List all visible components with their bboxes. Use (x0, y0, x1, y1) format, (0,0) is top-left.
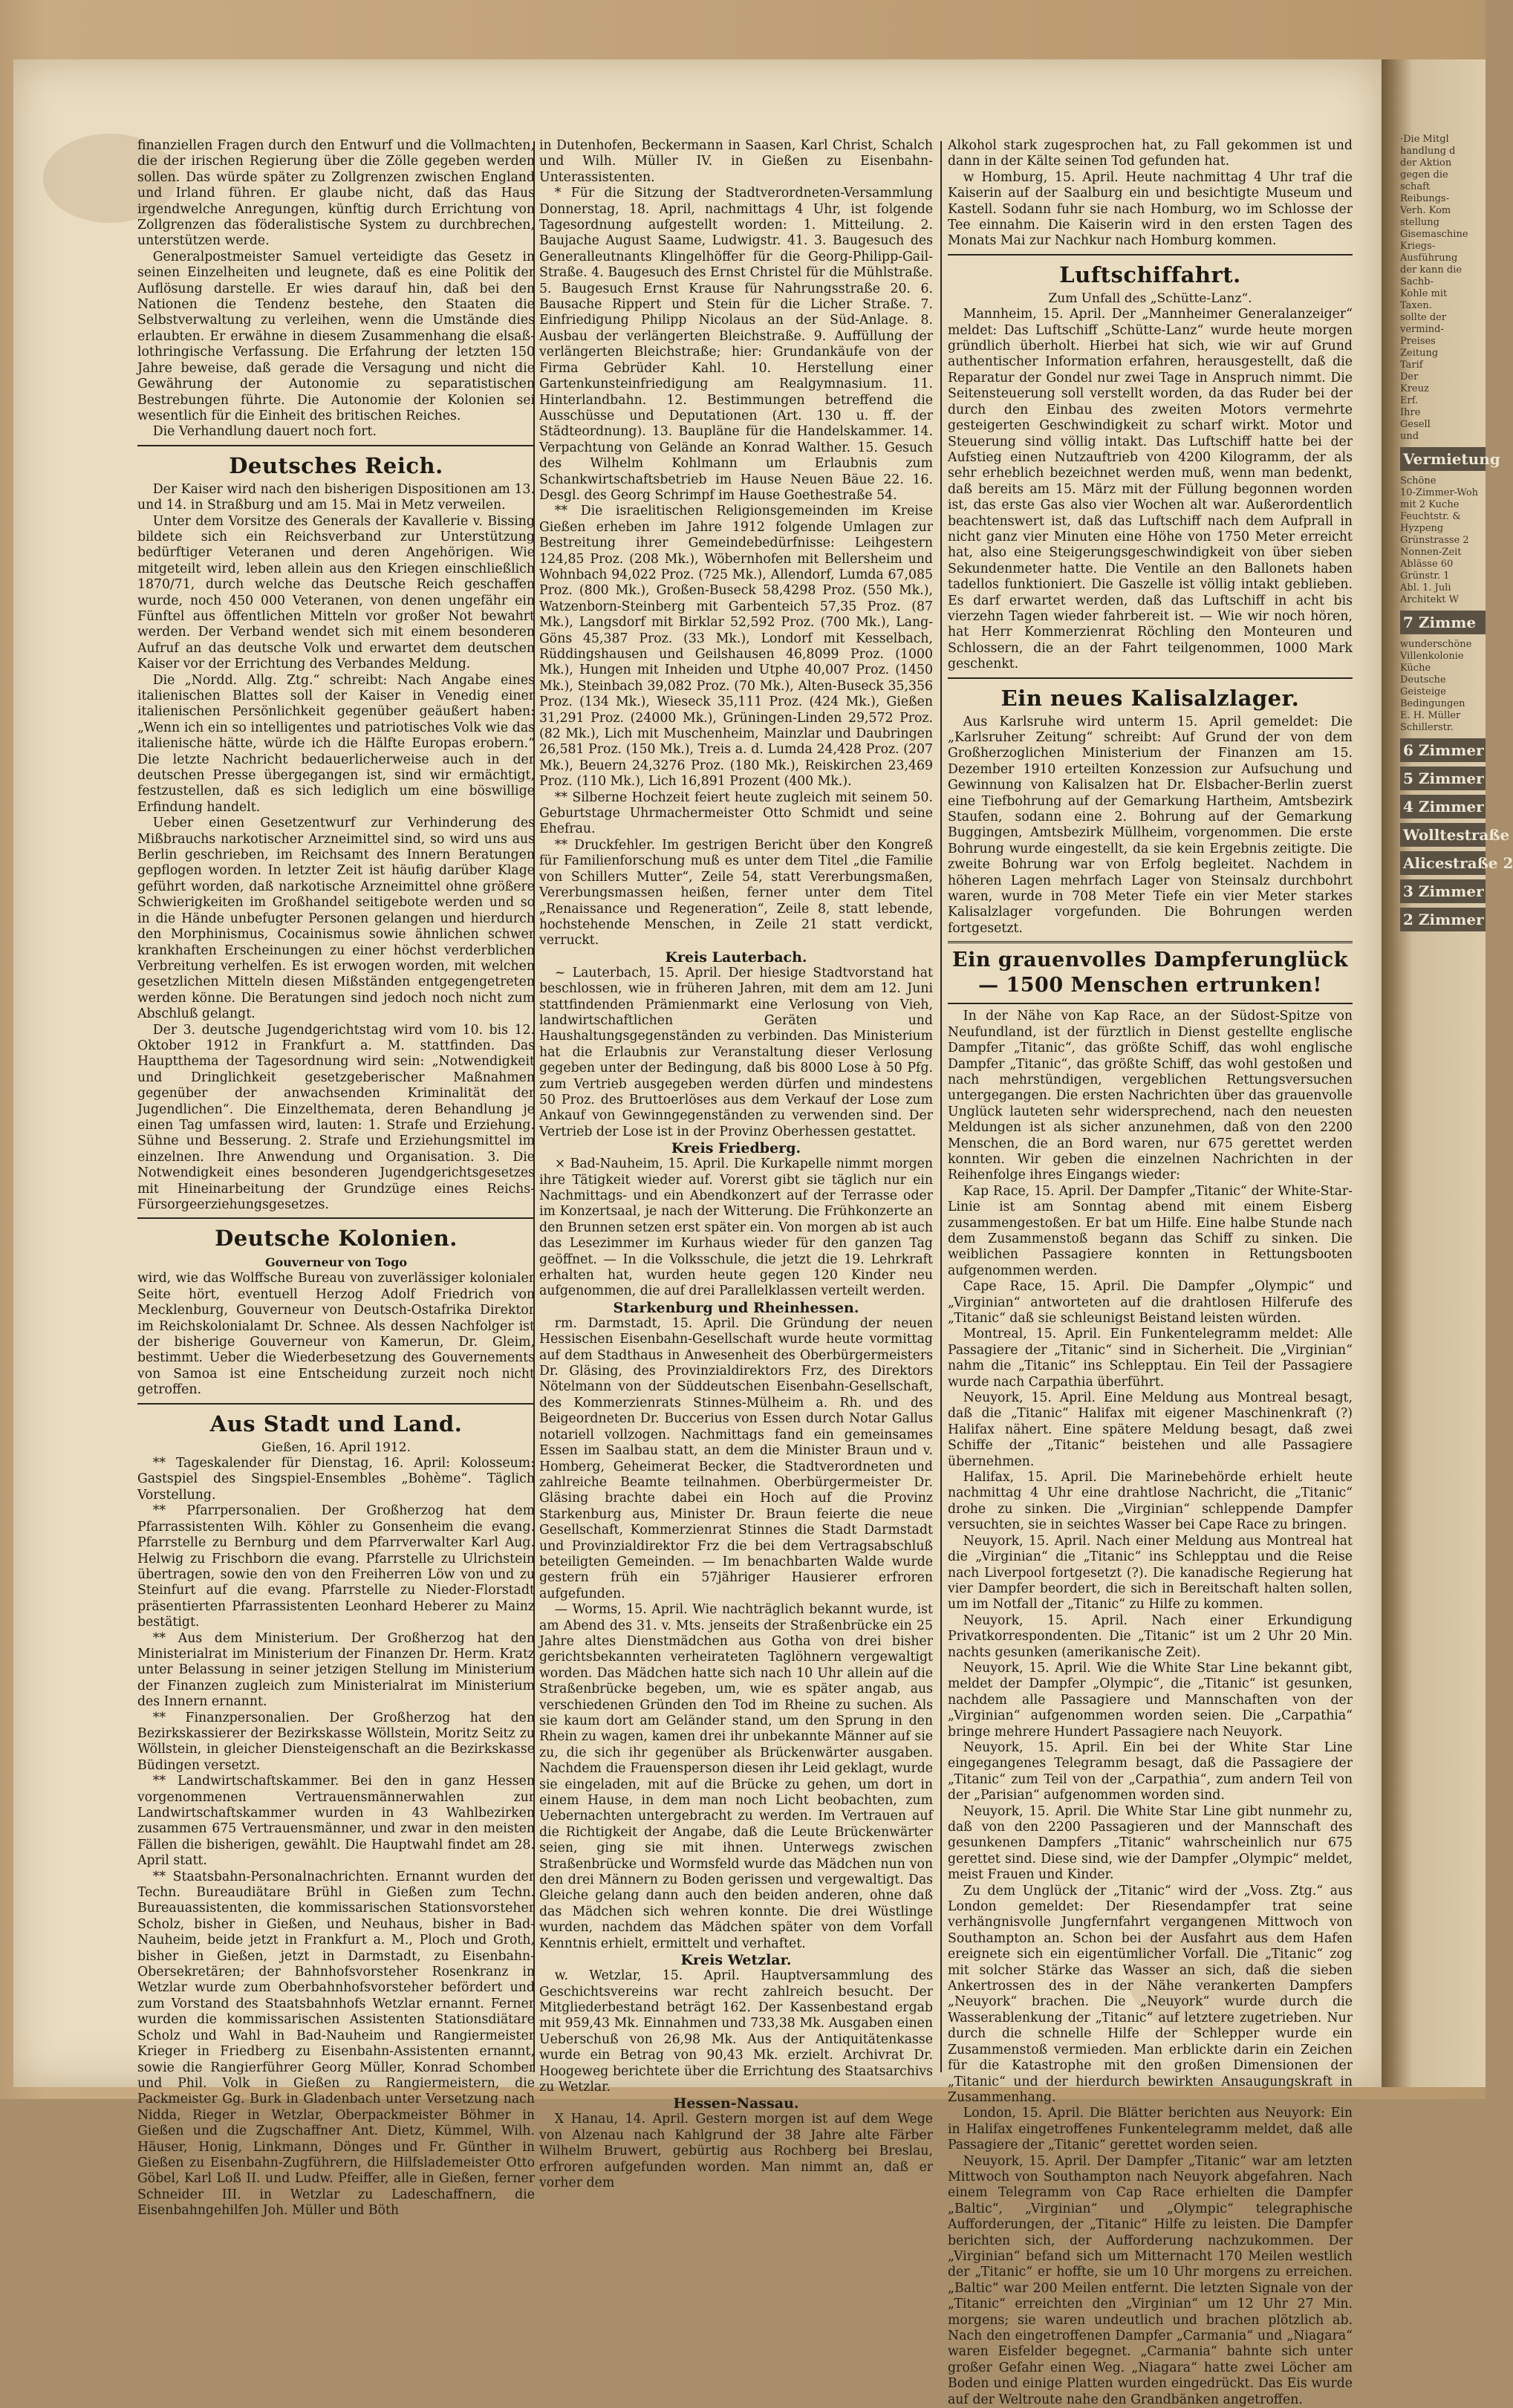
article-text: Generalpostmeister Samuel verteidigte das Gesetz in seinen Einzelheiten und leugnete, daß es eine Politik der Auflösung darstelle. Er wies darauf hin, daß bei den Nationen die Tendenz bestehe, den Staaten die Selbstverwaltung zu verleihen, wenn die Umstände dies erlaubten. Er erwähne in diesem Zusammenhang die elsaß-lothringische Verfassung. Die Erfahrung der letzten 150 Jahre beweise, daß gerade die Versagung und nicht die Gewährung der Autonomie zu separatistischen Bestrebungen führte. Die Autonomie der Kolonien sei wesentlich für die Einheit des britischen Reiches. (137, 249, 535, 423)
region-heading: Starkenburg und Rheinhessen. (613, 1299, 859, 1316)
column-1 (137, 138, 535, 2219)
ad-heading: 2 Zimmer (1400, 908, 1486, 931)
article-text: Neuyork, 15. April. Nach einer Erkundigung Privatkorrespondenten. Die „Titanic“ ist um 2 Uhr 20 Min. nachts gesunken (amerikanische Zeit). (948, 1613, 1353, 1660)
adjacent-page-line: mit 2 Kuche (1400, 499, 1460, 510)
ad-heading: Alicestraße 2 (1400, 851, 1486, 875)
adjacent-page-line: Ihre (1400, 407, 1421, 418)
section-rule (948, 941, 1353, 943)
adjacent-page-line: Taxen. (1400, 300, 1432, 311)
adjacent-page-line: Abl. 1. Juli (1400, 582, 1451, 593)
article-text: ** Tageskalender für Dienstag, 16. April: Kolosseum: Gastspiel des Singspiel-Ensembles „Bohème“. Täglich Vorstellung. (137, 1456, 535, 1503)
article-text: In der Nähe von Kap Race, an der Südost-Spitze von Neufundland, ist der fürztlich in Dienst gestellte englische Dampfer „Titanic“, das größte Schiff, das wohl englische Dampfer „Titanic“, das größte Schiff, das wohl gestoßen und nach mehrstündigen, vergeblichen Rettungsversuchen untergegangen. Die ersten Nachrichten über das grauenvolle Unglück lauteten sehr widersprechend, nach den neuesten Meldungen ist als sicher anzunehmen, daß von den 2200 Menschen, die an Bord waren, nur 675 gerettet werden konnten. Wir geben die einzelnen Nachrichten in der Reihenfolge ihres Eingangs wieder: (948, 1009, 1353, 1183)
adjacent-page-line: der kann die (1400, 264, 1462, 276)
dateline: Gießen, 16. April 1912. (261, 1439, 411, 1455)
region-heading: Hessen-Nassau. (673, 2095, 799, 2112)
adjacent-page-line: Hyzpeng (1400, 523, 1444, 534)
section-rule (137, 1403, 535, 1405)
adjacent-page-line: E. H. Müller (1400, 710, 1461, 721)
adjacent-page-line: schaft (1400, 181, 1431, 192)
adjacent-page-line: Gisemaschine (1400, 229, 1468, 240)
adjacent-page-line: Der (1400, 371, 1419, 383)
adjacent-page-line: Schöne (1400, 475, 1436, 487)
article-text: Die Verhandlung dauert noch fort. (152, 424, 377, 440)
titanic-headline: Ein grauenvolles Dampferunglück — 1500 Menschen ertrunken! (952, 948, 1348, 998)
article-text: Halifax, 15. April. Die Marinebehörde erhielt heute nachmittag 4 Uhr eine drahtlose Nachricht, die „Titanic“ drohe zu sinken. Die „Virginian“ schleppende Dampfer versuchten, sie in seichtes Wasser bei Cape Race zu bringen. (948, 1470, 1353, 1533)
ad-heading: 4 Zimmer (1400, 795, 1486, 819)
section-heading: Deutsche Kolonien. (215, 1226, 458, 1252)
article-text: Neuyork, 15. April. Wie die White Star Line bekannt gibt, meldet der Dampfer „Olympic“, die „Titanic“ ist gesunken, nachdem alle Passagiere und Mannschaften von der „Virginian“ aufgenommen worden seien. Die „Carpathia“ bringe mehrere Hundert Passagiere nach Neuyork. (948, 1660, 1353, 1740)
section-rule (137, 1217, 535, 1219)
article-text: w Homburg, 15. April. Heute nachmittag 4 Uhr traf die Kaiserin auf der Saalburg ein und besichtigte Museum und Kastell. Sodann fuhr sie nach Homburg, wo im Schlosse der Tee einnahm. Die Kaiserin wird in den ersten Tagen des Monats Mai zur Nachkur nach Homburg kommen. (948, 169, 1353, 249)
adjacent-page-line: Schillerstr. (1400, 722, 1454, 733)
article-text: ** Pfarrpersonalien. Der Großherzog hat dem Pfarrassistenten Wilh. Köhler zu Gonsenheim die evang. Pfarrstelle zu Bernburg und dem Pfarrverwalter Karl Aug. Helwig zu Frischborn die evang. Pfarrstelle zu Ulrichstein übertragen, sowie den von den Freiherren Löw von und zu Steinfurt auf die evang. Pfarrstelle zu Nieder-Florstadt präsentierten Pfarrassistenten Leonhard Heberer zu Mainz bestätigt. (137, 1503, 535, 1630)
subheading: Zum Unfall des „Schütte-Lanz“. (1048, 290, 1252, 306)
column-rule (940, 141, 942, 2072)
section-rule (137, 445, 535, 446)
article-text: — Worms, 15. April. Wie nachträglich bekannt wurde, ist am Abend des 31. v. Mts. jenseits der Straßenbrücke ein 25 Jahre altes Dienstmädchen aus Gotha von drei bisher gerichtsbekannten verheirateten Taglöhnern vergewaltigt worden. Das Mädchen hatte sich nach 10 Uhr allein auf die Straßenbrücke begeben, um, wie es später angab, aus verschiedenen Gründen den Tod im Rheine zu suchen. Als sie kaum dort am Geländer stand, um den Sprung in den Rhein zu wagen, kamen drei ihr unbekannte Männer auf sie zu, die sich ihr gegenüber als Brückenwärter ausgaben. Nachdem die Frauensperson diesen ihr Leid geklagt, wurde sie eingeladen, mit auf die Brücke zu gehen, um dort in einem Hause, in dem man noch Licht beobachten, zum Uebernachten untergebracht zu werden. Im Vertrauen auf die Richtigkeit der Angabe, daß die Leute Brückenwärter seien, ging sie mit ihnen. Unterwegs zwischen Straßenbrücke und Wormsfeld wurde das Mädchen nun von den drei Männern zu Boden gerissen und vergewaltigt. Das Gleiche gelang dann auch den beiden anderen, ohne daß das Mädchen sich wehren konnte. Die drei Wüstlinge wurden, nachdem das Mädchen später von dem Vorfall Kenntnis erhielt, ermittelt und verhaftet. (539, 1602, 933, 1951)
ad-heading: 6 Zimmer (1400, 738, 1486, 762)
article-text: Alkohol stark zugesprochen hat, zu Fall gekommen ist und dann in der Kälte seinen Tod gefunden hat. (948, 138, 1353, 169)
adjacent-page-text (1400, 639, 1486, 734)
article-text: ** Finanzpersonalien. Der Großherzog hat den Bezirkskassierer der Bezirkskasse Wöllstein, Moritz Seitz zu Wöllstein, in gleicher Diensteigenschaft an die Bezirkskasse Büdingen versetzt. (137, 1710, 535, 1773)
subheading: Gouverneur von Togo (264, 1255, 408, 1270)
adjacent-page-line: Kohle mit (1400, 288, 1448, 299)
adjacent-page-line: vermind- (1400, 324, 1444, 335)
adjacent-page-line: Sachb- (1400, 276, 1434, 287)
adjacent-page-line: Grünstrasse 2 (1400, 535, 1469, 546)
article-text: Unter dem Vorsitze des Generals der Kavallerie v. Bissing bildete sich ein Reichsverband zur Unterstützung bedürftiger Veteranen und deren Angehörigen. Wie mitgeteilt wird, leben allein aus den Kriegen einschließlich 1870/71, durch welche das Deutsche Reich geschaffen wurde, noch 450 000 Veteranen, von denen ungefähr ein Fünftel aus öffentlichen Mitteln vor großer Not bewahrt werden. Der Verband wendet sich mit einem besonderen Aufruf an das deutsche Volk und erwartet dem deutschen Kaiser vor der Errichtung des Verbandes Meldung. (137, 513, 535, 672)
adjacent-page-line: Ausführung (1400, 253, 1458, 264)
section-heading: Luftschiffahrt. (1059, 261, 1241, 287)
adjacent-page-line: Villenkolonie (1400, 651, 1464, 662)
article-text: Mannheim, 15. April. Der „Mannheimer Generalanzeiger“ meldet: Das Luftschiff „Schütte-Lanz“ wurde heute morgen gründlich überholt. Hierbei hat sich, wie wir auf Grund authentischer Information erfahren, herausgestellt, daß die Reparatur der Gondel nur zwei Tage in Anspruch nimmt. Die Seitensteuerung soll verstellt worden, da das Ruder bei der durch den Einbau des zweiten Motors vermehrte gesteigerten Geschwindigkeit zu scharf wirkt. Motor und Steuerung sind völlig intakt. Das Luftschiff hatte bei der Aufstieg einen Nutzauftrieb von 4200 Kilogramm, der als sehr erheblich bezeichnet werden muß, wenn man bedenkt, daß bereits am 15. März mit der Füllung begonnen worden ist, das erste Gas also vier Wochen alt war. Außerordentlich beachtenswert ist, daß das Luftschiff nach dem Aufprall in nicht ganz vier Minuten eine Höhe von 1750 Meter erreicht hat, also eine Steigerungsgeschwindigkeit von über sieben Sekundenmeter hatte. Die Ventile an den Ballonets haben tadellos funktioniert. Die Gaszelle ist völlig intakt geblieben. Es darf erwartet werden, daß das Luftschiff in acht bis vierzehn Tagen wieder fahrbereit ist. — Wie wir noch hören, hat Herr Kommerzienrat Röchling den Monteuren und Schlossern, die an der Fahrt teilgenommen, 1000 Mark geschenkt. (948, 307, 1353, 672)
section-heading: Ein neues Kalisalzlager. (1000, 685, 1300, 711)
section-heading: Deutsches Reich. (229, 452, 443, 478)
article-text: Neuyork, 15. April. Nach einer Meldung aus Montreal hat die „Virginian“ die „Titanic“ ins Schlepptau und die Reise nach Liverpool fortgesetzt (?). Die kanadische Regierung hat vier Dampfer beordert, die sich in Bereitschaft halten sollen, um im Notfall der „Titanic“ zu Hilfe zu kommen. (948, 1533, 1353, 1613)
adjacent-page-line: Feuchtstr. & (1400, 511, 1461, 522)
article-text: Cape Race, 15. April. Die Dampfer „Olympic“ und „Virginian“ antworteten auf die drahtlosen Hilferufe des „Titanic“ daß sie schleunigst Beistand leisten würden. (948, 1279, 1353, 1326)
article-text: ~ Lauterbach, 15. April. Der hiesige Stadtvorstand hat beschlossen, wie in früheren Jahren, mit dem am 12. Juni stattfindenden Prämienmarkt eine Verlosung von Vieh, landwirtschaftlichen Geräten und Haushaltungsgegenständen zu verbinden. Das Ministerium hat die Erlaubnis zur Veranstaltung dieser Verlosung gegeben unter der Bedingung, daß bis 8000 Lose à 50 Pfg. zum Vertrieb ausgegeben werden dürfen und mindestens 50 Proz. des Bruttoerlöses aus dem Verkauf der Lose zum Ankauf von Gewinngegenständen zu verwenden sind. Der Vertrieb der Lose ist in der Provinz Oberhessen gestattet. (539, 965, 933, 1139)
adjacent-page-line: Kriegs- (1400, 241, 1436, 252)
article-text: finanziellen Fragen durch den Entwurf und die Vollmachten, die der irischen Regierung über die Zölle gegeben werden sollen. Das würde später zu Zollgrenzen zwischen England und Irland führen. Er glaube nicht, daß das Haus irgendwelche Anregungen, künftig durch Errichtung von Zollgrenzen das föderalistische System zu durchbrechen, unterstützen werde. (137, 138, 535, 249)
article-text: Neuyork, 15. April. Die White Star Line gibt nunmehr zu, daß von den 2200 Passagieren und der Mannschaft des gesunkenen Dampfers „Titanic“ wahrscheinlich nur 675 gerettet sind. Diese sind, wie der Dampfer „Olympic“ meldet, meist Frauen und Kinder. (948, 1803, 1353, 1883)
adjacent-page-column (1400, 134, 1513, 936)
article-text: in Dutenhofen, Beckermann in Saasen, Karl Christ, Schalch und Wilh. Müller IV. in Gießen zu Eisenbahn-Unterassistenten. (539, 138, 933, 185)
section-rule (948, 1003, 1353, 1004)
adjacent-page-line: Verh. Kom (1400, 205, 1451, 216)
adjacent-page-line: ·Die Mitgl (1400, 134, 1449, 145)
adjacent-page-line: Nonnen-Zeit (1400, 547, 1462, 558)
article-text: × Bad-Nauheim, 15. April. Die Kurkapelle nimmt morgen ihre Tätigkeit wieder auf. Vorerst gibt sie täglich nur ein Nachmittags- und ein Abendkonzert auf der Terrasse oder im Konzertsaal, je nach der Witterung. Die Frühkonzerte an den Brunnen setzen erst später ein. Von morgen ab ist auch das Lesezimmer im Kurhaus wieder für den ganzen Tag geöffnet. — In die Volksschule, die jetzt die 19. Lehrkraft erhalten hat, wurden heute gegen 120 Kinder neu aufgenommen, die auf drei Parallelklassen verteilt werden. (539, 1156, 933, 1299)
ad-heading: Vermietung (1400, 447, 1486, 471)
section-rule (948, 254, 1353, 256)
adjacent-page-text (1400, 134, 1486, 443)
region-heading: Kreis Wetzlar. (680, 1952, 792, 1969)
region-heading: Kreis Friedberg. (671, 1140, 801, 1157)
article-text: Die „Nordd. Allg. Ztg.“ schreibt: Nach Angabe eines italienischen Blattes soll der Kaiser in Venedig einer italienischen Persönlichkeit gegenüber geäußert haben: „Wenn ich ein so intelligentes und patriotisches Volk wie das italienische hätte, würde ich die Hälfte Europas erobern.“ Die letzte Nachricht bedauerlicherweise auch in der deutschen Presse übergegangen ist, sind wir ermächtigt, festzustellen, daß es sich lediglich um eine böswillige Erfindung handelt. (137, 672, 535, 815)
adjacent-page-line: Bedingungen (1400, 698, 1465, 709)
adjacent-page-line: Deutsche (1400, 674, 1446, 686)
adjacent-page-line: Reibungs- (1400, 193, 1450, 204)
adjacent-page-line: 10-Zimmer-Woh (1400, 487, 1479, 498)
article-text: ** Staatsbahn-Personalnachrichten. Ernannt wurden der Techn. Bureaudiätare Brühl in Gießen zum Techn. Bureauassistenten, die kommissarischen Stationsvorsteher Scholz, bisher in Gießen, und Neuhaus, bisher in Bad-Nauheim, beide jetzt in Frankfurt a. M., Ploch und Groth, bisher in Gießen, jetzt in Darmstadt, zu Eisenbahn-Obersekretären; der Bahnhofsvorsteher Rosenkranz in Wetzlar wurde zum Oberbahnhofsvorsteher befördert und zum Vorstand des Staatsbahnhofs Wetzlar ernannt. Ferner wurden die kommissarischen Assistenten Stationsdiätare Scholz und Wahl in Bad-Nauheim und Rangiermeister Krieger in Friedberg zu Eisenbahn-Assistenten ernannt, sowie die Rangierführer Georg Müller, Konrad Schomber und Phil. Volk in Gießen zu Rangiermeistern, die Packmeister Gg. Burk in Gladenbach unter Versetzung nach Nidda, Rieger in Wetzlar, Oberpackmeister Böhmer in Gießen und die Zugschaffner Ant. Dietz, Kümmel, Wilh. Häuser, Honig, Linkmann, Dönges und Fr. Günther in Gießen zu Eisenbahn-Zugführern, die Hilfslademeister Otto Göbel, Karl Loß II. und Ludw. Pfeiffer, alle in Gießen, ferner Schneider III. in Wetzlar zu Ladeschaffnern, die Eisenbahngehilfen Joh. Müller und Böth (137, 1869, 535, 2219)
article-text: Zu dem Unglück der „Titanic“ wird der „Voss. Ztg.“ aus London gemeldet: Der Riesendampfer trat seine verhängnisvolle Jungfernfahrt vergangenen Mittwoch von Southampton an. Schon bei der Ausfahrt aus dem Hafen ereignete sich ein eigentümlicher Vorfall. Die „Titanic“ zog mit solcher Stärke das Wasser an sich, daß die sieben Ankertrossen des in der Nähe verankerten Dampfers „Neuyork“ brachen. Die „Neuyork“ wurde durch die Wasserablenkung der „Titanic“ auf letztere zugetrieben. Nur durch die schnelle Hilfe der Schlepper wurde ein Zusammenstoß vermieden. Man erblickte darin ein Zeichen für die Katastrophe mit den großen Dimensionen der „Titanic“ und der hierdurch bewirkten Ansaugungskraft in Zusammenhang. (948, 1883, 1353, 2105)
adjacent-page-line: Gesell (1400, 419, 1431, 430)
column-3 (948, 138, 1353, 2408)
article-text: X Hanau, 14. April. Gestern morgen ist auf dem Wege von Alzenau nach Kahlgrund der 38 Jahre alte Färber Wilhelm Bruwert, gebürtig aus Rochberg bei Breslau, erfroren aufgefunden worden. Man nimmt an, daß er vorher dem (539, 2112, 933, 2190)
article-text: Neuyork, 15. April. Der Dampfer „Titanic“ war am letzten Mittwoch von Southampton nach Neuyork abgefahren. Nach einem Telegramm von Cap Race erhielten die Dampfer „Baltic“, „Virginian“ und „Olympic“ telegraphische Aufforderungen, der „Titanic“ Hilfe zu leisten. Die Dampfer berichten sich, der Aufforderung nachzukommen. Der „Virginian“ befand sich um Mitternacht 170 Meilen westlich der „Titanic“ er hoffte, sie um 10 Uhr morgens zu erreichen. „Baltic“ war 200 Meilen entfernt. Die letzten Signale von der „Titanic“ erreichten den „Virginian“ um 12 Uhr 27 Min. morgens; sie waren undeutlich und brachen plötzlich ab. Nach den eingetroffenen Dampfer „Carmania“ und „Niagara“ waren Eisfelder begegnet. „Carmania“ bahnte sich unter großer Gefahr einen Weg. „Niagara“ hatte zwei Löcher am Boden und einige Platten wurden eingedrückt. Das Eis wurde auf der Weltroute nahe den Grandbänken angetroffen. (948, 2153, 1353, 2407)
article-text: ** Silberne Hochzeit feiert heute zugleich mit seinem 50. Geburtstage Uhrmachermeister Otto Schmidt und seine Ehefrau. (539, 790, 933, 837)
region-heading: Kreis Lauterbach. (665, 948, 807, 966)
adjacent-page-line: Küche (1400, 663, 1431, 674)
ad-heading: 5 Zimmer (1400, 767, 1486, 790)
adjacent-page-line: und (1400, 431, 1419, 442)
article-text: Ueber einen Gesetzentwurf zur Verhinderung des Mißbrauchs narkotischer Arzneimittel sind, so wird uns aus Berlin geschrieben, im Reichsamt des Innern Beratungen gepflogen worden. In letzter Zeit ist häufig darüber Klage geführt worden, daß narkotische Arzneimittel ohne größere Schwierigkeiten im Großhandel seitigebote werden und so in die Hände unbefugter Personen gelangen und hierdurch den Morphinismus, Cocainismus sowie ähnlichen schwer krankhaften Erscheinungen zu einer höchst verderblichen Verbreitung verhelfen. Es ist erwogen worden, mit welchen gesetzlichen Mitteln diesen Mißständen entgegengetreten werden könne. Die Beratungen sind jedoch noch nicht zum Abschluß gelangt. (137, 816, 535, 1022)
ad-heading: 7 Zimme (1400, 611, 1486, 634)
section-heading: Aus Stadt und Land. (209, 1410, 463, 1436)
adjacent-page-line: Ablässe 60 (1400, 559, 1454, 570)
adjacent-page-line: Kreuz (1400, 383, 1429, 394)
article-text: Montreal, 15. April. Ein Funkentelegramm meldet: Alle Passagiere der „Titanic“ sind in Sicherheit. Die „Virginian“ nahm die „Titanic“ ins Schlepptau. Ein Teil der Passagiere wurde nach Carpathia überführt. (948, 1327, 1353, 1390)
adjacent-page-line: Geisteige (1400, 686, 1446, 697)
article-text: London, 15. April. Die Blätter berichten aus Neuyork: Ein in Halifax eingetroffenes Funkentelegramm meldet, daß alle Passagiere der „Titanic“ gerettet worden seien. (948, 2106, 1353, 2153)
article-text: ** Landwirtschaftskammer. Bei den in ganz Hessen vorgenommenen Vertrauensmännerwahlen zur Landwirtschaftskammer wurden in 43 Wahlbezirken zusammen 675 Vertrauensmänner, und zwar in den meisten Fällen die bisherigen, gewählt. Die Hauptwahl findet am 28. April statt. (137, 1774, 535, 1869)
adjacent-page-line: Zeitung (1400, 348, 1439, 359)
article-text: Aus Karlsruhe wird unterm 15. April gemeldet: Die „Karlsruher Zeitung“ schreibt: Auf Grund der von dem Großherzoglichen Ministerium der Finanzen am 15. Dezember 1910 erteilten Konzession zur Aufsuchung und Gewinnung von Kalisalzen hat Dr. Elsbacher-Berlin zuerst eine Tiefbohrung auf der Gemarkung Hartheim, Amtsbezirk Staufen, sodann eine 2. Bohrung auf der Gemarkung Buggingen, Amtsbezirk Müllheim, vorgenommen. Die erste Bohrung wurde eingestellt, da sie kein Ergebnis zeitigte. Die zweite Bohrung war von Erfolg begleitet. Nachdem in höheren Lagen mehrfach Lager von Steinsalz durchbohrt waren, wurde in 708 Meter Tiefe ein vier Meter starkes Kalisalzlager vorgefunden. Die Bohrungen werden fortgesetzt. (948, 714, 1353, 936)
article-text: Kap Race, 15. April. Der Dampfer „Titanic“ der White-Star-Linie ist am Sonntag abend mit einem Eisberg zusammengestoßen. Er bat um Hilfe. Eine halbe Stunde nach dem Zusammenstoß begann das Schiff zu sinken. Die weiblichen Passagiere konnten in Rettungsbooten aufgenommen werden. (948, 1183, 1353, 1278)
adjacent-page-line: handlung d (1400, 146, 1456, 157)
adjacent-page-text (1400, 475, 1486, 606)
article-text: ** Die israelitischen Religionsgemeinden im Kreise Gießen erheben im Jahre 1912 folgende Umlagen zur Bestreitung ihrer Gemeindebedürfnisse: Leihgestern 124,85 Proz. (208 Mk.), Wöbernhofen mit Bellersheim und Wohnbach 94,022 Proz. (725 Mk.), Allendorf, Lumda 67,085 Proz. (800 Mk.), Großen-Buseck 58,4298 Proz. (550 Mk.), Watzenborn-Steinberg mit Garbenteich 57,35 Proz. (87 Mk.), Langsdorf mit Birklar 52,592 Proz. (700 Mk.), Lang-Göns 45,387 Proz. (33 Mk.), Londorf mit Kesselbach, Rüddingshausen und Geilshausen 46,8099 Proz. (1000 Mk.), Hungen mit Inheiden und Utphe 40,007 Proz. (1450 Mk.), Steinbach 39,082 Proz. (70 Mk.), Alten-Buseck 35,356 Proz. (134 Mk.), Wieseck 35,111 Proz. (424 Mk.), Gießen 31,291 Proz. (24000 Mk.), Grüningen-Linden 29,572 Proz. (82 Mk.), Lich mit Muschenheim, Mainzlar und Daubringen 26,581 Proz. (150 Mk.), Treis a. d. Lumda 24,428 Proz. (207 Mk.), Beuern 24,3276 Proz. (180 Mk.), Reiskirchen 23,469 Proz. (110 Mk.), Lich 16,891 Prozent (400 Mk.). (539, 504, 933, 790)
adjacent-page-line: Erf. (1400, 395, 1419, 406)
ad-heading: Wolltestraße (1400, 823, 1486, 847)
adjacent-page-line: sollte der (1400, 312, 1447, 323)
adjacent-page-line: Architekt W (1400, 594, 1459, 605)
article-text: ** Druckfehler. Im gestrigen Bericht über den Kongreß für Familienforschung muß es unter dem Titel „die Familie von Schillers Mutter“, Zeile 54, statt Vererbungsmaßen, Vererbungsmassen heißen, ferner unter dem Titel „Renaissance und Regeneration“, Zeile 8, statt lebende, hochstehende Menschen, in Zeile 21 statt verdickt, verruckt. (539, 837, 933, 948)
article-text: Der Kaiser wird nach den bisherigen Dispositionen am 13. und 14. in Straßburg und am 15. Mai in Metz verweilen. (137, 481, 535, 513)
adjacent-page-line: Tarif (1400, 359, 1423, 371)
section-rule (948, 677, 1353, 679)
article-text: Neuyork, 15. April. Ein bei der White Star Line eingegangenes Telegramm besagt, daß die Passagiere der „Titanic“ zum Teil von der „Carpathia“, zum andern Teil von der „Parisian“ aufgenommen worden sind. (948, 1740, 1353, 1803)
article-text: Der 3. deutsche Jugendgerichtstag wird vom 10. bis 12. Oktober 1912 in Frankfurt a. M. stattfinden. Das Hauptthema der Tagesordnung wird sein: „Notwendigkeit und Dringlichkeit gesetzgeberischer Maßnahmen gegenüber der anwachsenden Kriminalität der Jugendlichen“. Die Einzelthemata, deren Behandlung je einen Tag umfassen wird, lauten: 1. Strafe und Erziehung. Sühne und Besserung. 2. Strafe und Erziehungsmittel im einzelnen. Ihre Anwendung und Organisation. 3. Die Notwendigkeit eines besonderen Jugendgerichtsgesetzes mit Hineinarbeitung der Grundzüge eines Reichs-Fürsorgeerziehungsgesetzes. (137, 1022, 535, 1212)
adjacent-page-line: gegen die (1400, 169, 1448, 180)
article-text: wird, wie das Wolffsche Bureau von zuverlässiger kolonialer Seite hört, eventuell Herzog Adolf Friedrich von Mecklenburg, Gouverneur von Deutsch-Ostafrika Direktor im Reichskolonialamt Dr. Schnee. Als dessen Nachfolger ist der bisherige Gouverneur von Kamerun, Dr. Gleim, bestimmt. Ueber die Wiederbesetzung des Gouvernements von Samoa ist eine Entscheidung zurzeit noch nicht getroffen. (137, 1271, 535, 1398)
adjacent-page-line: stellung (1400, 217, 1439, 228)
article-text: Neuyork, 15. April. Eine Meldung aus Montreal besagt, daß die „Titanic“ Halifax mit eigener Maschinenkraft (?) Halifax nähert. Eine spätere Meldung besagt, daß zwei Schiffe der „Titanic“ beistehen und alle Passagiere übernehmen. (948, 1390, 1353, 1469)
article-text: ** Aus dem Ministerium. Der Großherzog hat den Ministerialrat im Ministerium der Finanzen Dr. Herm. Kratz unter Belassung in seiner jetzigen Stellung im Ministerium der Finanzen zugleich zum Ministerialrat im Ministerium des Innern ernannt. (137, 1630, 535, 1710)
article-text: rm. Darmstadt, 15. April. Die Gründung der neuen Hessischen Eisenbahn-Gesellschaft wurde heute vormittag auf dem Stadthaus in Anwesenheit des Oberbürgermeisters Dr. Gläsing, des Provinzialdirektors Frz, des Direktors Nötelmann von der Süddeutschen Eisenbahn-Gesellschaft, des Kommerzienrats Stinnes-Mülheim a. Rh. und des Beigeordneten Dr. Buccerius von Essen durch Notar Gallus notariell vollzogen. Nachmittags fand ein gemeinsames Essen im Saalbau statt, an dem die Minister Braun und v. Homberg, Geheimerat Becker, die Stadtverordneten und zahlreiche Beamte teilnahmen. Oberbürgermeister Dr. Gläsing brachte dabei ein Hoch auf die Provinz Starkenburg aus, Minister Dr. Braun feierte die neue Gesellschaft, Kommerzienrat Stinnes die Stadt Darmstadt und Provinzialdirektor Frz die bei dem Vertragsabschluß beteiligten Gemeinden. — Im benachbarten Walde wurde gestern früh ein 57jähriger Hausierer erfroren aufgefunden. (539, 1315, 933, 1601)
column-2 (539, 138, 933, 2191)
adjacent-page-line: Grünstr. 1 (1400, 570, 1450, 582)
adjacent-page-line: wunderschöne (1400, 639, 1472, 650)
article-text: w. Wetzlar, 15. April. Hauptversammlung des Geschichtsvereins war recht zahlreich besucht. Der Mitgliederbestand beträgt 162. Der Kassenbestand ergab mit 959,43 Mk. Einnahmen und 733,38 Mk. Ausgaben einen Ueberschuß von 26,98 Mk. Aus der Antiquitätenkasse wurde ein Betrag von 90,43 Mk. erzielt. Archivrat Dr. Hoogeweg berichtete über die Errichtung des Staatsarchivs zu Wetzlar. (539, 1968, 933, 2095)
article-text: * Für die Sitzung der Stadtverordneten-Versammlung Donnerstag, 18. April, nachmittags 4 Uhr, ist folgende Tagesordnung aufgestellt worden: 1. Mitteilung. 2. Baujache August Saame, Ludwigstr. 41. 3. Baugesuch des Generalleutnants Klingelhöffer für die Georg-Philipp-Gail-Straße. 4. Baugesuch des Ernst Christel für die Mühlstraße. 5. Baugesuch Ernst Krause für Nahrungsstraße 20. 6. Bausache Rippert und Stein für die Licher Straße. 7. Einfriedigung Philipp Nicolaus an der Süd-Anlage. 8. Ausbau der verlängerten Bleichstraße. 9. Auffüllung der verlängerten Bleichstraße; hier: Grundankäufe von der Firma Gebrüder Kahl. 10. Herstellung einer Gartenkunsteinfriedigung am Realgymnasium. 11. Hinterlandbahn. 12. Bestimmungen betreffend die Ausschüsse und Deputationen (Art. 130 u. ff. der Städteordnung). 13. Baupläne für die Handelskammer. 14. Verpachtung von Gelände an Konrad Walther. 15. Gesuch des Wilhelm Kohlmann um Erlaubnis zum Schankwirtschaftsbetrieb im Hause Neuen Bäue 22. 16. Desgl. des Georg Schrimpf im Hause Goethestraße 54. (539, 186, 933, 503)
ad-heading: 3 Zimmer (1400, 879, 1486, 903)
adjacent-page-line: der Aktion (1400, 157, 1452, 169)
adjacent-page-line: Preises (1400, 336, 1436, 347)
